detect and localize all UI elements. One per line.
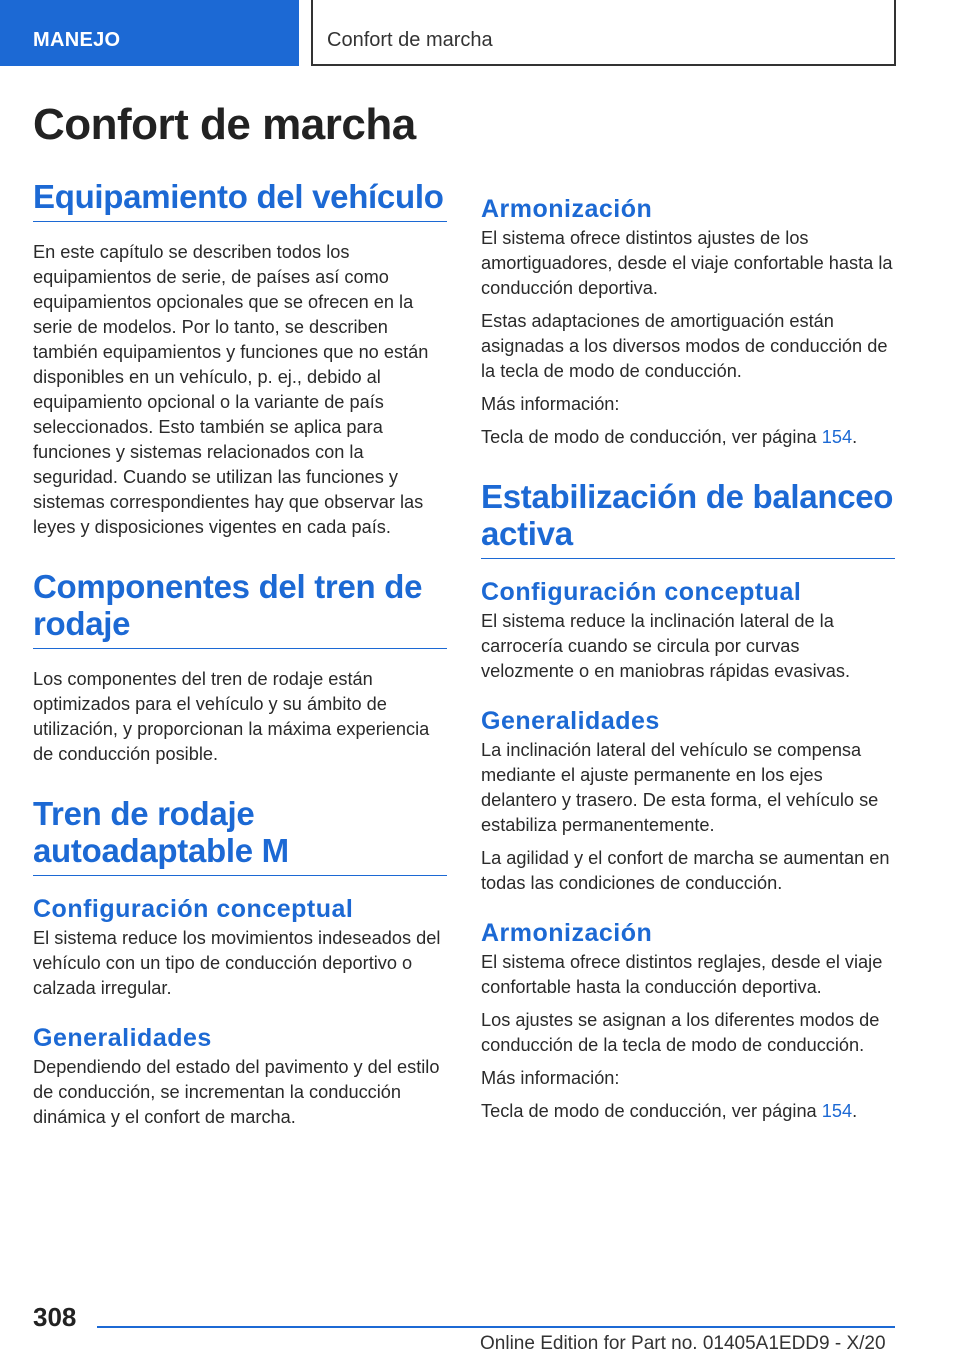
page-link-154[interactable]: 154 xyxy=(821,427,853,447)
paragraph-armonizacion-2: Estas adaptaciones de amortiguación están asignadas a los diversos modos de conducción de la tecla de modo de conducción. xyxy=(481,311,888,381)
subheading-armonizacion-tren: Armonización xyxy=(481,195,653,223)
heading-componentes: Componentes del tren de rodaje xyxy=(33,568,447,649)
right-column xyxy=(481,194,895,1132)
page-number: 308 xyxy=(33,1302,77,1332)
cross-reference-text: Tecla de modo de conducción, ver página xyxy=(481,427,822,447)
header-chapter-box xyxy=(311,0,896,66)
paragraph-armonizacion-1: El sistema ofrece distintos ajustes de los amortiguadores, desde el viaje confortable hasta la conducción deportiva. xyxy=(481,228,893,298)
paragraph-generalidades-tren: Dependiendo del estado del pavimento y del estilo de conducción, se incrementan la conducción dinámica y el confort de marcha. xyxy=(33,1057,440,1127)
subheading-armonizacion-estab: Armonización xyxy=(481,919,653,947)
cross-reference-end: . xyxy=(852,427,858,447)
page-link-154-2[interactable]: 154 xyxy=(821,1101,853,1121)
left-column xyxy=(33,178,447,1138)
header-chapter-label: Confort de marcha xyxy=(327,29,493,51)
paragraph-armonizacion-estab-1: El sistema ofrece distintos reglajes, desde el viaje confortable hasta la conducción deportiva. xyxy=(481,952,883,997)
header-section-label: MANEJO xyxy=(33,29,121,51)
paragraph-equipamiento: En este capítulo se describen todos los equipamientos de serie, de países así como equipamientos opcionales que se ofrecen en la serie de modelos. Por lo tanto, se describen también equipamientos y funciones que no están disponibles en un vehículo, p. ej., debido al equipamiento opcional o la variante de país seleccionados. Esto también se aplica para funciones y sistemas relacionados con la seguridad. Cuando se utilizan las funciones y sistemas correspondientes hay que observar las leyes y disposiciones vigentes en cada país. xyxy=(33,242,429,537)
cross-reference xyxy=(481,425,895,450)
subheading-configuracion-estab: Configuración conceptual xyxy=(481,578,802,606)
subheading-configuracion-tren: Configuración conceptual xyxy=(33,895,354,923)
paragraph-configuracion-tren: El sistema reduce los movimientos indeseados del vehículo con un tipo de conducción deportivo o calzada irregular. xyxy=(33,928,441,998)
cross-reference-end-2: . xyxy=(852,1101,858,1121)
heading-equipamiento: Equipamiento del vehículo xyxy=(33,178,447,222)
subheading-generalidades-estab: Generalidades xyxy=(481,707,660,735)
heading-estabilizacion: Estabilización de balanceo activa xyxy=(481,478,895,559)
more-info-label-2: Más información: xyxy=(481,1068,620,1088)
paragraph-generalidades-estab-2: La agilidad y el confort de marcha se aumentan en todas las condiciones de conducción. xyxy=(481,848,890,893)
header-section-tab xyxy=(0,0,299,66)
paragraph-armonizacion-estab-2: Los ajustes se asignan a los diferentes modos de conducción de la tecla de modo de conducción. xyxy=(481,1010,880,1055)
paragraph-configuracion-estab: El sistema reduce la inclinación lateral de la carrocería cuando se circula por curvas velozmente o en maniobras rápidas evasivas. xyxy=(481,611,850,681)
paragraph-componentes: Los componentes del tren de rodaje están optimizados para el vehículo y su ámbito de utilización, y proporcionan la máxima experiencia de conducción posible. xyxy=(33,669,430,764)
page-title: Confort de marcha xyxy=(33,100,416,149)
cross-reference-2 xyxy=(481,1099,895,1124)
footer-edition: Online Edition for Part no. 01405A1EDD9 - X/20 xyxy=(480,1333,886,1354)
more-info-label: Más información: xyxy=(481,394,620,414)
cross-reference-text-2: Tecla de modo de conducción, ver página xyxy=(481,1101,822,1121)
footer-rule xyxy=(97,1326,895,1328)
heading-tren-autoadaptable: Tren de rodaje autoadaptable M xyxy=(33,795,447,876)
paragraph-generalidades-estab-1: La inclinación lateral del vehículo se compensa mediante el ajuste permanente en los ejes delantero y trasero. De esta forma, el vehículo se estabiliza permanentemente. xyxy=(481,740,879,835)
subheading-generalidades-tren: Generalidades xyxy=(33,1024,212,1052)
